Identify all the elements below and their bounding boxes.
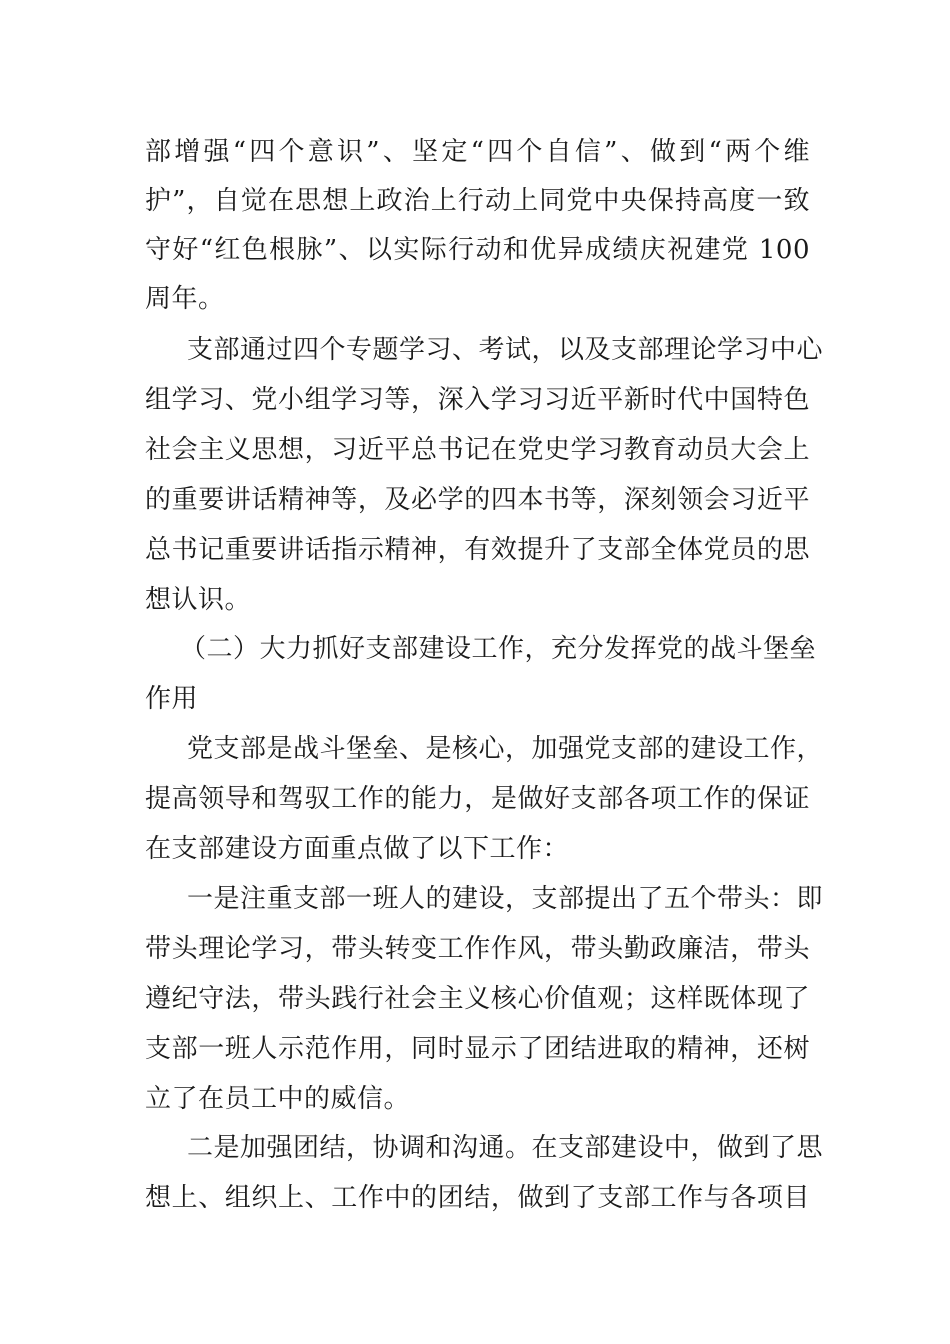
text-line: 提高领导和驾驭工作的能力，是做好支部各项工作的保证 bbox=[145, 784, 810, 814]
text-line: 想上、组织上、工作中的团结，做到了支部工作与各项目 bbox=[145, 1183, 810, 1213]
text-line: 护”，自觉在思想上政治上行动上同党中央保持高度一致 bbox=[145, 186, 810, 216]
section-heading-continued: 作用 bbox=[145, 684, 199, 714]
text-line: 支部一班人示范作用，同时显示了团结进取的精神，还树 bbox=[145, 1034, 810, 1064]
text-line: 带头理论学习，带头转变工作作风，带头勤政廉洁，带头 bbox=[145, 934, 810, 964]
text-line: 想认识。 bbox=[145, 585, 252, 615]
text-line: 二是加强团结，协调和沟通。在支部建设中，做到了思 bbox=[187, 1133, 824, 1163]
text-line: 部增强“四个意识”、坚定“四个自信”、做到“两个维 bbox=[145, 137, 810, 167]
text-line: 总书记重要讲话指示精神，有效提升了支部全体党员的思 bbox=[145, 535, 810, 565]
text-line: 党支部是战斗堡垒、是核心，加强党支部的建设工作， bbox=[187, 734, 824, 764]
text-line: 社会主义思想，习近平总书记在党史学习教育动员大会上 bbox=[145, 435, 810, 465]
text-line: 周年。 bbox=[145, 284, 225, 314]
text-line: 守好“红色根脉”、以实际行动和优异成绩庆祝建党 100 bbox=[145, 235, 810, 265]
text-line: 组学习、党小组学习等，深入学习习近平新时代中国特色 bbox=[145, 385, 810, 415]
text-line: 立了在员工中的威信。 bbox=[145, 1084, 411, 1114]
text-line: 遵纪守法，带头践行社会主义核心价值观；这样既体现了 bbox=[145, 984, 810, 1014]
text-line: 一是注重支部一班人的建设，支部提出了五个带头：即 bbox=[187, 884, 824, 914]
text-line: 支部通过四个专题学习、考试，以及支部理论学习中心 bbox=[187, 335, 824, 365]
section-heading: （二）大力抓好支部建设工作，充分发挥党的战斗堡垒 bbox=[180, 634, 817, 664]
text-line: 的重要讲话精神等，及必学的四本书等，深刻领会习近平 bbox=[145, 485, 810, 515]
text-line: 在支部建设方面重点做了以下工作： bbox=[145, 834, 570, 864]
